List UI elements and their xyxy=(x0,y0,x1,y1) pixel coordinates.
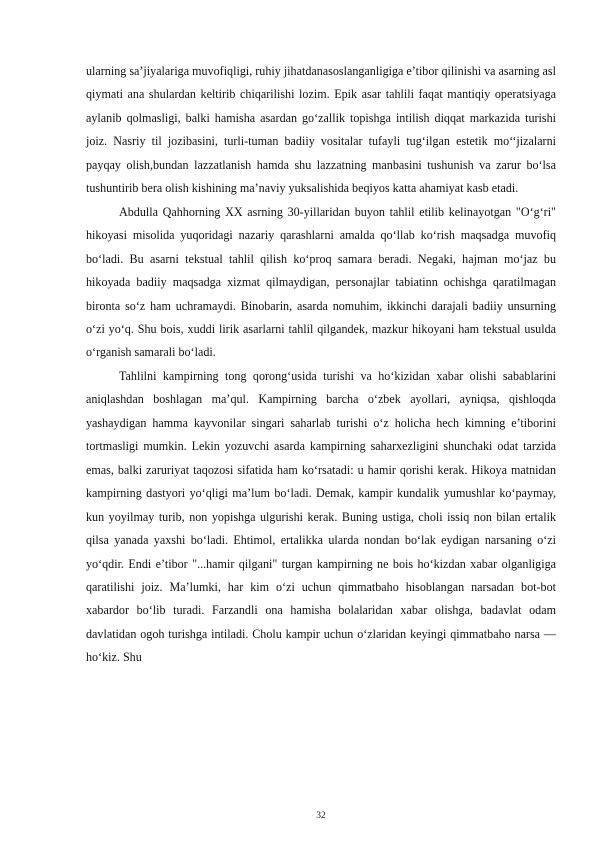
paragraph-2: Abdulla Qahhorning XX asrning 30-yillaridan buyon tahlil etilib kelinayotgan "O‘g‘ri" hikoyasi misolida yuqoridagi nazariy qarashlarni amalda qo‘llab ko‘rish maqsadga muvofiq bo‘ladi. Bu asarni tekstual tahlil qilish ko‘proq samara beradi. Negaki, hajman mo‘jaz bu hikoyada badiiy maqsadga xizmat qilmaydigan, personajlar tabiatinn ochishga qaratilmagan bironta so‘z ham uchramaydi. Binobarin, asarda nomuhim, ikkinchi darajali badiiy unsurning o‘zi yo‘q. Shu bois, xuddi lirik asarlarni tahlil qilgandek, mazkur hikoyani ham tekstual usulda o‘rganish samarali bo‘ladi. xyxy=(86,204,556,360)
document-page xyxy=(86,60,556,670)
page-number: 32 xyxy=(316,811,326,821)
paragraph-3: Tahlilni kampirning tong qorong‘usida turishi va ho‘kizidan xabar olishi sabablarini aniqlashdan boshlagan ma’qul. Kampirning barcha o‘zbek ayollari, ayniqsa, qishloqda yashaydigan hamma kayvonilar singari saharlab turishi o‘z holicha hech kimning e’tiborini tortmasligi mumkin. Lekin yozuvchi asarda kampirning saharxezligini shunchaki odat tarzida emas, balki zaruriyat taqozosi sifatida ham ko‘rsatadi: u hamir qorishi kerak. Hikoya matnidan kampirning dastyori yo‘qligi ma’lum bo‘ladi. Demak, kampir kundalik yumushlar ko‘paymay, kun yoyilmay turib, non yopishga ulgurishi kerak. Buning ustiga, choli issiq non bilan ertalik qilsa yanada yaxshi bo‘ladi. Ehtimol, ertalikka ularda nondan bo‘lak eydigan narsaning o‘zi yo‘qdir. Endi e’tibor "...hamir qilgani" turgan kampirning ne bois ho‘kizdan xabar olganligiga qaratilishi joiz. Ma’lumki, har kim o‘zi uchun qimmatbaho hisoblangan narsadan bot-bot xabardor bo‘lib turadi. Farzandli ona hamisha bolalaridan xabar olishga, badavlat odam davlatidan ogoh turishga intiladi. Cholu kampir uchun o‘zlaridan keyingi qimmatbaho narsa — ho‘kiz. Shu xyxy=(86,368,556,665)
paragraph-1: ularning sa’jiyalariga muvofiqligi, ruhiy jihatdanasoslanganligiga e’tibor qilinishi va asarning asl qiymati ana shulardan keltirib chiqarilishi lozim. Epik asar tahlili faqat mantiqiy operatsiyaga aylanib qolmasligi, balki hamisha asardan go‘zallik topishga intilish diqqat markazida turishi joiz. Nasriy til jozibasini, turli-tuman badiiy vositalar tufayli tug‘ilgan estetik mo‘‘jizalarni payqay olish,bundan lazzatlanish hamda shu lazzatning manbasini tushunish va zarur bo‘lsa tushuntirib bera olish kishining ma’naviy yuksalishida beqiyos katta ahamiyat kasb etadi. xyxy=(86,64,556,196)
